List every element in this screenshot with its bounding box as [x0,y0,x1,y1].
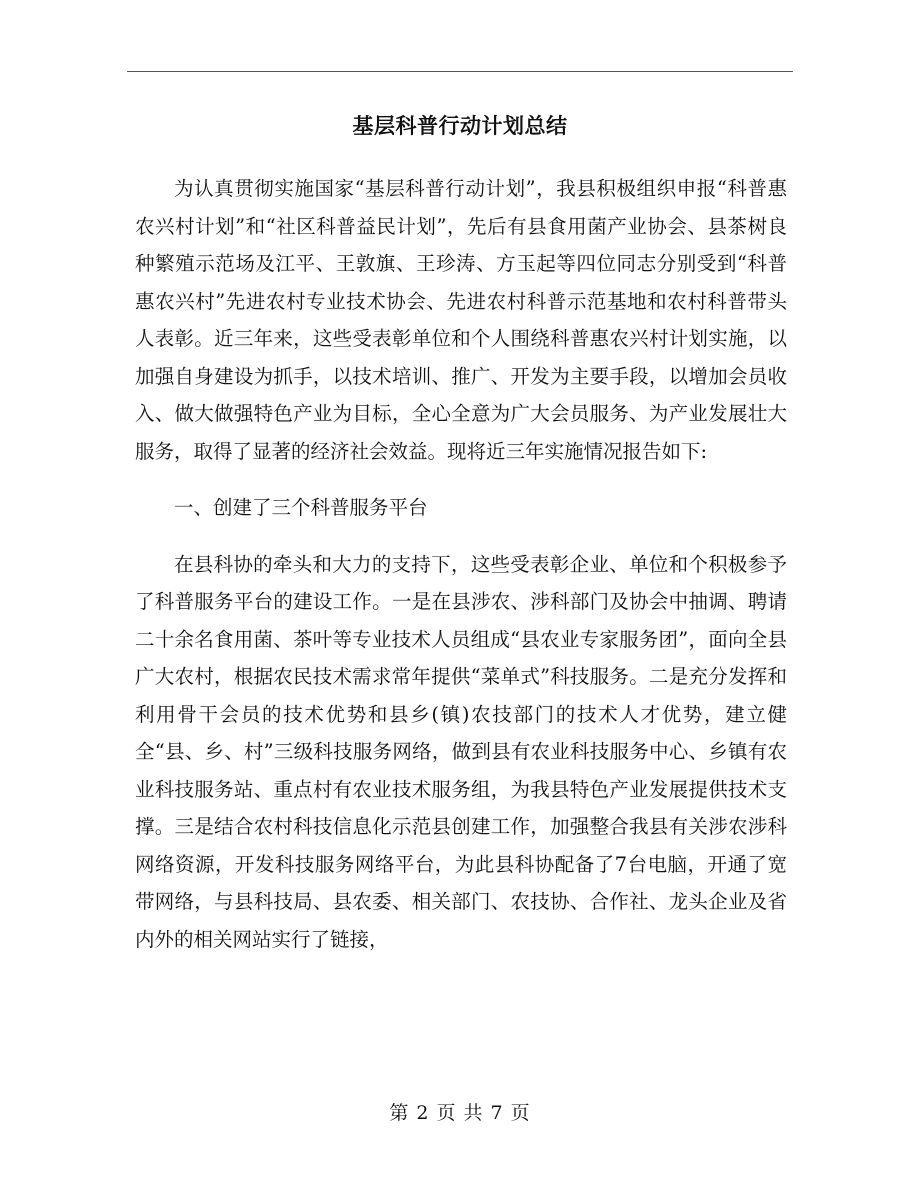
document-title: 基层科普行动计划总结 [352,114,568,138]
section-heading: 一、创建了三个科普服务平台 [174,496,428,519]
paragraph-intro: 为认真贯彻实施国家“基层科普行动计划”，我县积极组织申报“科普惠农兴村计划”和“社区科普益民计划”，先后有县食用菌产业协会、县茶树良种繁殖示范场及江平、王敦旗、王珍涛、方玉起等四位同志分别受到“科普惠农兴村”先进农村专业技术协会、先进农村科普示范基地和农村科普带头人表彰。近三年来，这些受表彰单位和个人围绕科普惠农兴村计划实施，以加强自身建设为抓手，以技术培训、推广、开发为主要手段，以增加会员收入、做大做强特色产业为目标，全心全意为广大会员服务、为产业发展壮大服务，取得了显著的经济社会效益。现将近三年实施情况报告如下: [135,177,787,463]
paragraph-section-1: 在县科协的牵头和大力的支持下，这些受表彰企业、单位和个积极参予了科普服务平台的建设工作。一是在县涉农、涉科部门及协会中抽调、聘请二十余名食用菌、茶叶等专业技术人员组成“县农业专家服务团”，面向全县广大农村，根据农民技术需求常年提供“菜单式”科技服务。二是充分发挥和利用骨干会员的技术优势和县乡(镇)农技部门的技术人才优势，建立健全“县、乡、村”三级科技服务网络，做到县有农业科技服务中心、乡镇有农业科技服务站、重点村有农业技术服务组，为我县特色产业发展提供技术支撑。三是结合农村科技信息化示范县创建工作，加强整合我县有关涉农涉科网络资源，开发科技服务网络平台，为此县科协配备了7台电脑，开通了宽带网络，与县科技局、县农委、相关部门、农技协、合作社、龙头企业及省内外的相关网站实行了链接， [135,552,787,951]
document-body [135,170,787,958]
page-number: 第 2 页 共 7 页 [389,1102,531,1124]
header-rule [127,71,793,72]
